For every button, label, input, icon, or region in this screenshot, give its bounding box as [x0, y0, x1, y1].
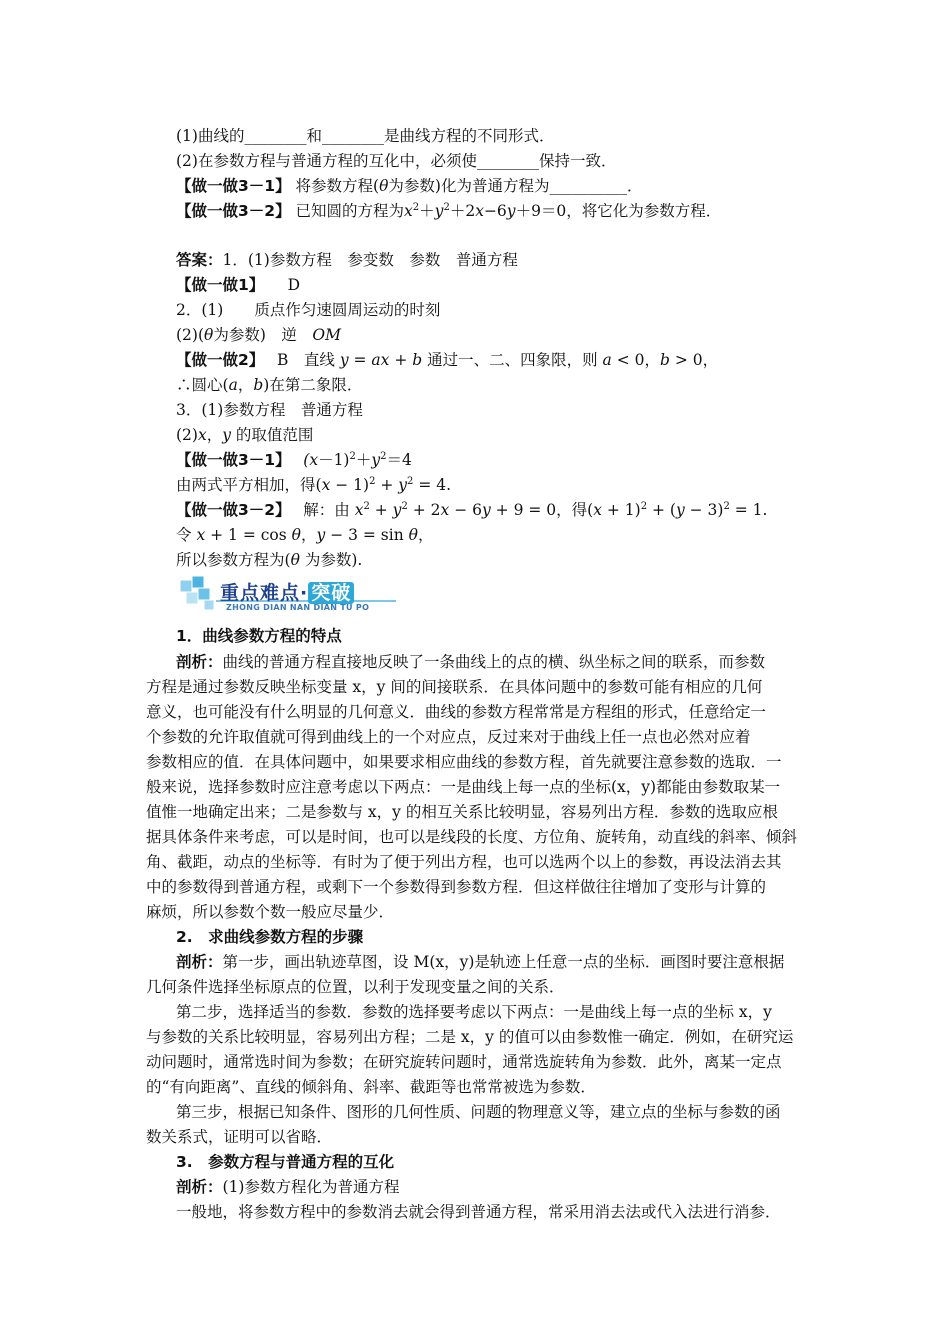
section-2-p2: 几何条件选择坐标原点的位置，以利于发现变量之间的关系． — [146, 978, 565, 996]
section-1-p5: 参数相应的值．在具体问题中，如果要求相应曲线的参数方程，首先就要注意参数的选取．一 — [146, 753, 782, 771]
exercise-label: 【做一做1】 — [176, 276, 257, 294]
banner-title — [220, 578, 354, 605]
text: θ — [204, 326, 214, 344]
answer-sum-squares: 由两式平方相加，得$(x - 1)^2 + y^2 = 4$. — [176, 475, 452, 494]
text: + 9 = 0，得( — [490, 501, 594, 519]
text: ＋9＝0，将它化为参数方程． — [515, 202, 722, 220]
section-1-p3: 意义，也可能没有什么明显的几何意义．曲线的参数方程常常是方程组的形式，任意给定一 — [146, 703, 767, 721]
text: y — [222, 426, 231, 444]
text: 通过一、二、四象限，则 — [422, 351, 603, 369]
analysis-label: 剖析： — [176, 953, 223, 971]
section-3-p2: 一般地，将参数方程中的参数消去就会得到普通方程，常采用消去法或代入法进行消参． — [176, 1203, 781, 1221]
text: > 0， — [669, 351, 719, 369]
answer-exercise-3-1: 【做一做3－1】 $(x-1)^2+y^2=4$ — [176, 450, 412, 469]
section-1-p2: 方程是通过参数反映坐标变量 x，y 间的间接联系．在具体问题中的参数可能有相应的几何 — [146, 678, 763, 696]
text: ax — [371, 351, 390, 369]
text: < 0， — [611, 351, 660, 369]
text: B 直线 — [276, 351, 335, 369]
math: x — [404, 202, 413, 220]
text: = — [348, 351, 372, 369]
text: (1)参数方程化为普通方程 — [222, 1178, 400, 1196]
text: b — [412, 351, 423, 369]
text: ， — [300, 526, 317, 544]
text: − 3) — [684, 501, 724, 519]
text: x — [321, 476, 331, 494]
text: ， — [206, 426, 223, 444]
section-2-p7: 第三步，根据已知条件、图形的几何性质、问题的物理意义等，建立点的坐标与参数的函 — [176, 1103, 781, 1121]
section-3-heading — [176, 1150, 394, 1174]
answer-3-2 — [176, 423, 313, 447]
text: + 1) — [601, 501, 641, 519]
banner-subtitle: ZHONG DIAN NAN DIAN TU PO — [226, 603, 370, 612]
analysis-label: 剖析： — [176, 653, 223, 671]
text: 为参数) 逆 — [213, 326, 313, 344]
answer-2: 2．(1) 质点作匀速圆周运动的时刻 — [176, 301, 441, 319]
answer-exercise-3-2: 【做一做3－2】 解：由 $x^2 + y^2 + 2x - 6y + 9 = 0$，得$(x + 1)^2 + (y - 3)^2 = 1$. — [176, 500, 768, 519]
heading-text: 2. 求曲线参数方程的步骤 — [176, 928, 364, 946]
exercise-3-2: 【做一做3－2】 已知圆的方程为$x^2+y^2+2x-6y+9=0$，将它化为参数方程． — [176, 201, 722, 220]
heading-text: 3. 参数方程与普通方程的互化 — [176, 1153, 395, 1171]
answer-quadrant — [176, 373, 362, 397]
blank-line-2: (2)在参数方程与普通方程的互化中，必须使________保持一致． — [176, 152, 617, 170]
section-1-p6: 般来说，选择参数时应注意考虑以下两点：一是曲线上每一点的坐标(x，y)都能由参数取某一 — [146, 778, 781, 796]
section-1-p11: 麻烦，所以参数个数一般应尽量少． — [146, 903, 395, 921]
text: θ — [408, 526, 418, 544]
text: OM — [312, 326, 341, 344]
text: − 1) — [330, 476, 370, 494]
banner-title-main: 重点难点 — [220, 582, 301, 604]
text: )在第二象限． — [263, 376, 363, 394]
text: a — [602, 351, 612, 369]
text: + — [375, 476, 399, 494]
text: b — [660, 351, 670, 369]
text: θ — [379, 177, 389, 195]
section-1-p1 — [176, 650, 765, 674]
text: y — [398, 476, 408, 494]
text: + — [389, 351, 413, 369]
text: 解：由 — [303, 501, 355, 519]
text: (2)( — [176, 326, 205, 344]
text: ， — [237, 376, 254, 394]
exercise-label: 【做一做3－1】 — [176, 177, 291, 195]
answer-label: 答案： — [176, 251, 223, 269]
section-banner — [176, 574, 398, 618]
text: 为参数). — [299, 551, 363, 569]
section-1-heading — [176, 624, 342, 648]
section-1-p8: 据具体条件来考虑，可以是时间，也可以是线段的长度、方位角、旋转角，动直线的斜率、倾斜 — [146, 828, 798, 846]
text: − 3 = sin — [325, 526, 409, 544]
text: 的取值范围 — [231, 426, 314, 444]
text: x — [197, 426, 207, 444]
answer-exercise-2 — [176, 348, 718, 372]
exercise-label: 【做一做2】 — [176, 351, 257, 369]
section-2-p3: 第二步，选择适当的参数．参数的选择要考虑以下两点：一是曲线上每一点的坐标 x，y — [176, 1003, 772, 1021]
text: 1．(1)参数方程 参变数 参数 普通方程 — [222, 251, 518, 269]
text: ， — [417, 526, 434, 544]
section-2-p4: 与参数的关系比较明显，容易列出方程；二是 x，y 的值可以由参数惟一确定．例如，在研究运 — [146, 1028, 794, 1046]
section-1-p7: 值惟一地确定出来；二是参数与 x，y 的相互关系比较明显，容易列出方程．参数的选取应根 — [146, 803, 778, 821]
text: = 1. — [729, 501, 768, 519]
text: 曲线的普通方程直接地反映了一条曲线上的点的横、纵坐标之间的联系，而参数 — [222, 653, 766, 671]
blank-line-1: (1)曲线的________和________是曲线方程的不同形式． — [176, 127, 555, 145]
text: 第一步，画出轨迹草图，设 M(x，y)是轨迹上任意一点的坐标．画图时要注意根据 — [222, 953, 785, 971]
text: y — [481, 501, 491, 519]
answer-substitution — [176, 523, 434, 547]
answer-1 — [176, 273, 300, 297]
text: − 6 — [449, 501, 482, 519]
text: D — [287, 276, 300, 294]
text: b — [253, 376, 264, 394]
text: = 4. — [413, 476, 452, 494]
text: x — [440, 501, 450, 519]
text: a — [228, 376, 238, 394]
exercise-label: 【做一做3－1】 — [176, 451, 283, 469]
text: y — [675, 501, 685, 519]
heading-text: 1．曲线参数方程的特点 — [176, 627, 342, 645]
text: x — [196, 526, 206, 544]
banner-title-highlight: 突破 — [308, 582, 354, 604]
text: θ — [291, 526, 301, 544]
answer-conclusion — [176, 548, 362, 572]
section-1-p4: 个参数的允许取值就可得到曲线上的一个对应点，反过来对于曲线上任一点也必然对应着 — [146, 728, 751, 746]
exercise-label: 【做一做3－2】 — [176, 202, 291, 220]
text: 令 — [176, 526, 197, 544]
text: 所以参数方程为( — [176, 551, 291, 569]
exercise-label: 【做一做3－2】 — [176, 501, 283, 519]
text: ∴圆心( — [176, 376, 229, 394]
exercise-3-1 — [176, 174, 642, 198]
section-2-p5: 动问题时，通常选时间为参数；在研究旋转问题时，通常选旋转角为参数．此外，离某一定点 — [146, 1053, 782, 1071]
cubes-icon — [176, 574, 222, 618]
answer-2-2 — [176, 323, 341, 347]
text: + 2 — [407, 501, 441, 519]
text: (2) — [176, 426, 198, 444]
answer-line — [176, 248, 518, 272]
analysis-label: 剖析： — [176, 1178, 223, 1196]
text: 为参数)化为普通方程为__________． — [388, 177, 643, 195]
text: 由两式平方相加，得( — [176, 476, 322, 494]
text: + ( — [647, 501, 676, 519]
text: y — [316, 526, 326, 544]
section-2-p8: 数关系式，证明可以省略． — [146, 1128, 333, 1146]
text: + 1 = cos — [205, 526, 292, 544]
section-1-p10: 中的参数得到普通方程，或剩下一个参数得到参数方程．但这样做往往增加了变形与计算的 — [146, 878, 767, 896]
text: 已知圆的方程为 — [295, 202, 405, 220]
text: + — [369, 501, 393, 519]
text: x — [354, 501, 364, 519]
banner-title-dot: · — [300, 582, 309, 604]
section-2-p1 — [176, 950, 784, 974]
text: y — [392, 501, 402, 519]
section-3-p1 — [176, 1175, 399, 1199]
text: x — [593, 501, 602, 519]
section-2-p6: 的“有向距离”、直线的倾斜角、斜率、截距等也常常被选为参数． — [146, 1078, 596, 1096]
text: y — [339, 351, 349, 369]
answer-3: 3．(1)参数方程 普通方程 — [176, 401, 363, 419]
text: 将参数方程( — [295, 177, 380, 195]
section-1-p9: 角、截距，动点的坐标等．有时为了便于列出方程，也可以选两个以上的参数，再设法消去其 — [146, 853, 782, 871]
text: θ — [290, 551, 300, 569]
section-2-heading — [176, 925, 363, 949]
